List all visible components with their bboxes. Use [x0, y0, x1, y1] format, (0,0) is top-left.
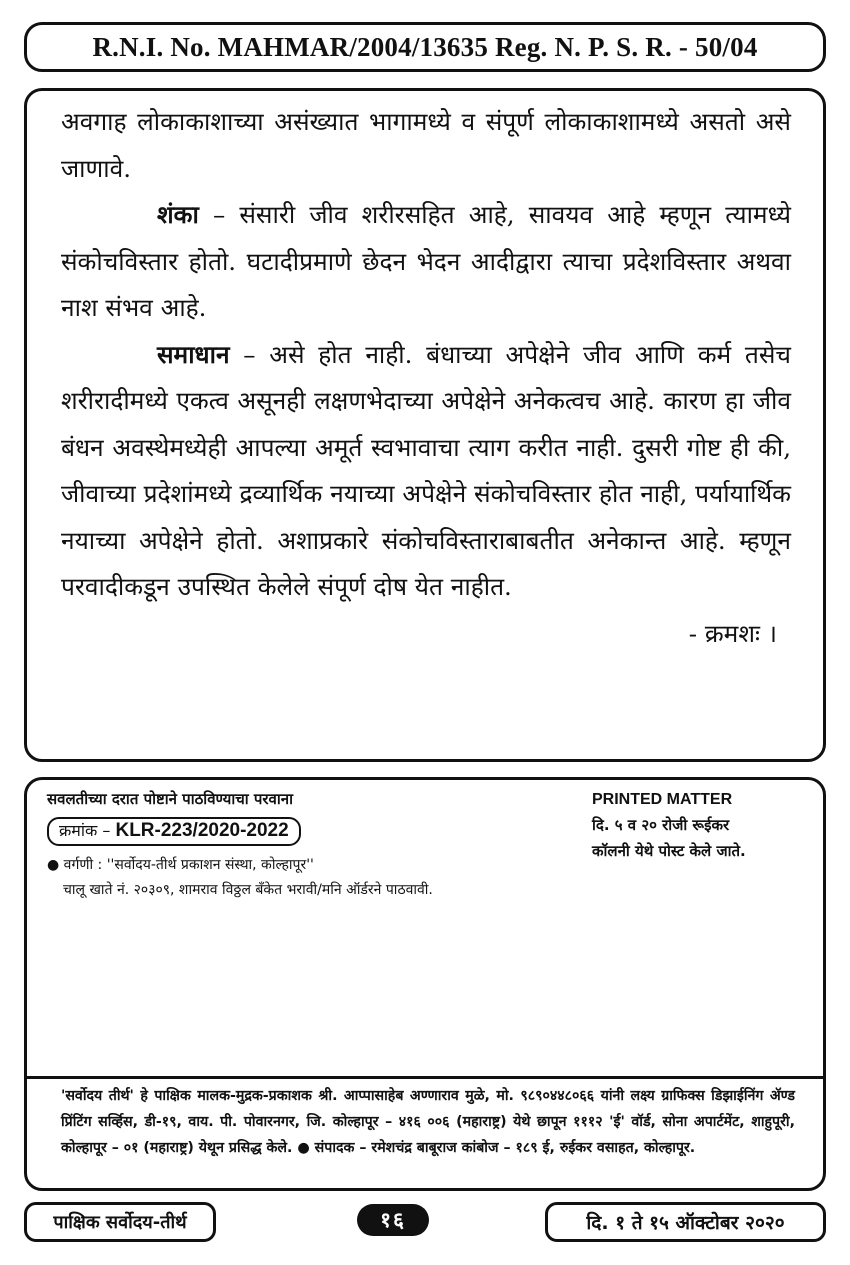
printed-matter-block — [592, 788, 822, 864]
postal-license-title: सवलतीच्या दरात पोष्टाने पाठविण्याचा परवाना — [47, 790, 293, 808]
resolution-label: समाधान — [157, 339, 230, 369]
subscription-info: ● वर्गणी : ''सर्वोदय-तीर्थ प्रकाशन संस्था, कोल्हापूर'' — [47, 857, 314, 873]
doubt-text: – संसारी जीव शरीरसहित आहे, सावयव आहे म्हणून त्यामध्ये संकोचविस्तार होतो. घटादीप्रमाणे छेदन भेदन आदीद्वारा त्याचा प्रदेशविस्तार अथवा नाश संभव आहे. — [61, 200, 791, 322]
registration-banner — [24, 22, 826, 72]
article-paragraph-3 — [61, 332, 791, 611]
bank-account-info: चालू खाते नं. २०३०९, शामराव विठ्ठल बँकेत भरावी/मनि ऑर्डरने पाठवावी. — [63, 882, 433, 898]
posting-info-line: दि. ५ व २० रोजी रूईकर — [592, 816, 730, 834]
resolution-text: – असे होत नाही. बंधाच्या अपेक्षेने जीव आणि कर्म तसेच शरीरादीमध्ये एकत्व असूनही लक्षणभेदाच्या अपेक्षेने अनेकत्वच आहे. कारण हा जीव बंधन अवस्थेमध्येही आपल्या अमूर्त स्वभावाचा त्याग करीत नाही. दुसरी गोष्ट ही की, जीवाच्या प्रदेशांमध्ये द्रव्यार्थिक नयाच्या अपेक्षेने संकोचविस्तार होत नाही, पर्यायार्थिक नयाच्या अपेक्षेने होतो. अशाप्रकारे संकोचविस्ताराबाबतीत अनेकान्त आहे. म्हणून परवादीकडून उपस्थित केलेले संपूर्ण दोष येत नाहीत. — [61, 339, 791, 601]
printed-matter-heading: PRINTED MATTER — [592, 791, 733, 808]
article-body — [24, 88, 826, 762]
to-be-continued: - क्रमशः । — [688, 618, 777, 648]
posting-info-line: कॉलनी येथे पोस्ट केले जाते. — [592, 842, 746, 860]
license-number: KLR-223/2020-2022 — [115, 820, 289, 841]
publisher-details — [27, 1076, 823, 1188]
license-number-label: क्रमांक – — [59, 821, 116, 840]
postal-license-block — [47, 788, 607, 900]
issue-date: दि. १ ते १५ ऑक्टोबर २०२० — [545, 1202, 826, 1242]
license-number-badge — [47, 817, 301, 846]
postal-info-box — [24, 777, 826, 1191]
publisher-text: 'सर्वोदय तीर्थ' हे पाक्षिक मालक-मुद्रक-प्रकाशक श्री. आप्पासाहेब अण्णाराव मुळे, मो. ९८९०४४८०६६ यांनी लक्ष्य ग्राफिक्स डिझाईनिंग ॲण्ड प्रिंटिंग सर्व्हिस, डी-१९, वाय. पी. पोवारनगर, जि. कोल्हापूर – ४१६ ००६ (महाराष्ट्र) येथे छापून १११२ 'ई' वॉर्ड, सोना अपार्टमेंट, शाहुपूरी, कोल्हापूर – ०१ (महाराष्ट्र) येथून प्रसिद्ध केले. ● संपादक – रमेशचंद्र बाबूराज कांबोज – १८९ ई, रुईकर वसाहत, कोल्हापूर. — [61, 1088, 795, 1156]
doubt-label: शंका — [157, 200, 199, 229]
article-paragraph-2 — [61, 192, 791, 332]
registration-number: R.N.I. No. MAHMAR/2004/13635 Reg. N. P. S. R. - 50/04 — [92, 31, 758, 62]
article-paragraph-1: अवगाह लोकाकाशाच्या असंख्यात भागामध्ये व संपूर्ण लोकाकाशामध्ये असतो असे जाणावे. — [61, 107, 791, 183]
page-number: १६ — [357, 1204, 429, 1236]
magazine-name: पाक्षिक सर्वोदय-तीर्थ — [24, 1202, 216, 1242]
